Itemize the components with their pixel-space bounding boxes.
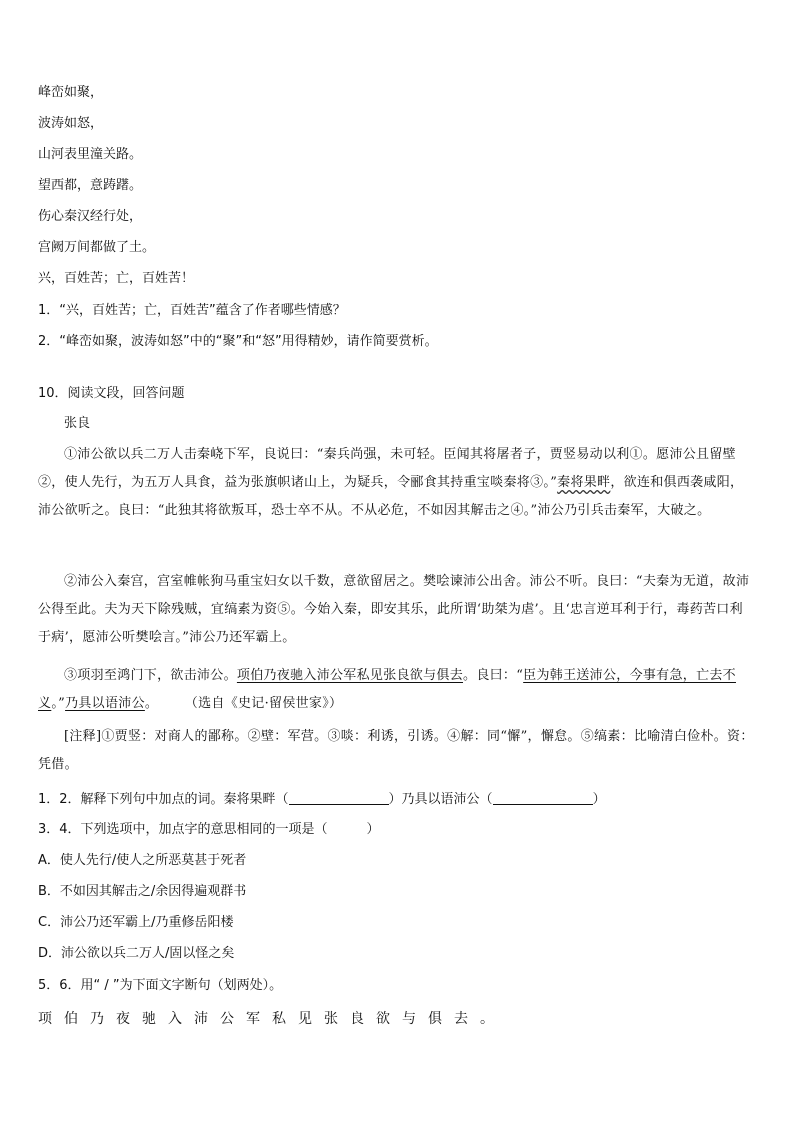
passage-source: （选自《史记·留侯世家》）	[184, 696, 343, 711]
underlined-sentence-2: 臣为韩王送沛公，今事有急，亡去不义	[38, 668, 736, 711]
question-3-4: 3．4．下列选项中，加点字的意思相同的一项是（ ）	[38, 822, 380, 837]
poem-line: 山河表里潼关路。	[38, 147, 143, 162]
passage-paragraph-3	[38, 662, 756, 718]
poem-line: 峰峦如聚，	[38, 85, 104, 100]
poem-line: 波涛如怒，	[38, 116, 104, 131]
paragraph-3-text-d: 。	[144, 696, 159, 711]
option-b: B．不如因其解击之/余因得遍观群书	[38, 884, 247, 899]
question-10-heading: 10．阅读文段，回答问题	[38, 386, 185, 401]
poem-line: 兴，百姓苦；亡，百姓苦！	[38, 271, 195, 286]
underlined-sentence-1: 项伯乃夜驰入沛公军私见张良欲与俱去	[236, 668, 464, 683]
passage-paragraph-1	[38, 441, 756, 525]
annotation-notes: [注释]①贾竖：对商人的鄙称。②壁：军营。③啖：利诱，引诱。④解：同“懈”，懈怠。⑤缟素：比喻清白俭朴。资：凭借。	[38, 729, 754, 772]
paragraph-1-text-b: ，欲连和俱西袭咸阳，沛公欲听之。良曰：“此独其将欲叛耳，恐士卒不从。不从必危，不如因其解击之④。”沛公乃引兵击秦军，大破之。	[38, 475, 744, 518]
poem-line: 宫阙万间都做了土。	[38, 240, 156, 255]
question-9-1: 1．“兴，百姓苦；亡，百姓苦”蕴含了作者哪些情感？	[38, 303, 346, 318]
wavy-underlined-phrase: 秦将果畔	[557, 475, 611, 490]
paragraph-3-text-c: 。”	[51, 696, 66, 711]
option-d: D．沛公欲以兵二万人/固以怪之矣	[38, 946, 235, 961]
option-c: C．沛公乃还军霸上/乃重修岳阳楼	[38, 915, 234, 930]
question-1-2	[38, 790, 758, 809]
option-a: A．使人先行/使人之所恶莫甚于死者	[38, 853, 247, 868]
question-1-2-text-a: 1．2．解释下列句中加点的词。秦将果畔（	[38, 792, 289, 807]
passage-paragraph-2: ②沛公入秦宫，宫室帷帐狗马重宝妇女以千数，意欲留居之。樊哙谏沛公出舍。沛公不听。良曰：“夫秦为无道，故沛公得至此。夫为天下除残贼，宜缟素为资⑤。今始入秦，即安其乐，此所谓‘助桀为虐’。且‘忠言逆耳利于行，毒药苦口利于病’，愿沛公听樊哙言。”沛公乃还军霸上。	[38, 574, 750, 645]
punctuation-sentence: 项伯乃夜驰入沛公军私见张良欲与俱去。	[38, 1011, 506, 1027]
passage-title: 张良	[64, 416, 91, 431]
answer-blank-2[interactable]	[493, 790, 593, 805]
answer-blank-1[interactable]	[289, 790, 389, 805]
paragraph-1-text-a: ①沛公欲以兵二万人击秦峣下军，良说曰：“秦兵尚强，未可轻。臣闻其将屠者子，贾竖易动以利①。愿沛公且留壁②，使人先行，为五万人具食，益为张旗帜诸山上，为疑兵，令郦食其持重宝啖秦将③。”	[38, 447, 736, 490]
question-1-2-text-c: ）	[592, 792, 606, 807]
question-5-6: 5．6．用“ / ”为下面文字断句（划两处）。	[38, 978, 283, 993]
underlined-sentence-3: 乃具以语沛公	[65, 696, 145, 711]
question-1-2-text-b: ）乃具以语沛公（	[388, 792, 493, 807]
paragraph-3-text-a: ③项羽至鸿门下，欲击沛公。	[64, 668, 237, 683]
poem-line: 伤心秦汉经行处，	[38, 209, 143, 224]
paragraph-3-text-b: 。良曰：“	[463, 668, 524, 683]
question-9-2: 2．“峰峦如聚，波涛如怒”中的“聚”和“怒”用得精妙，请作简要赏析。	[38, 334, 438, 349]
poem-line: 望西都，意踌躇。	[38, 178, 143, 193]
